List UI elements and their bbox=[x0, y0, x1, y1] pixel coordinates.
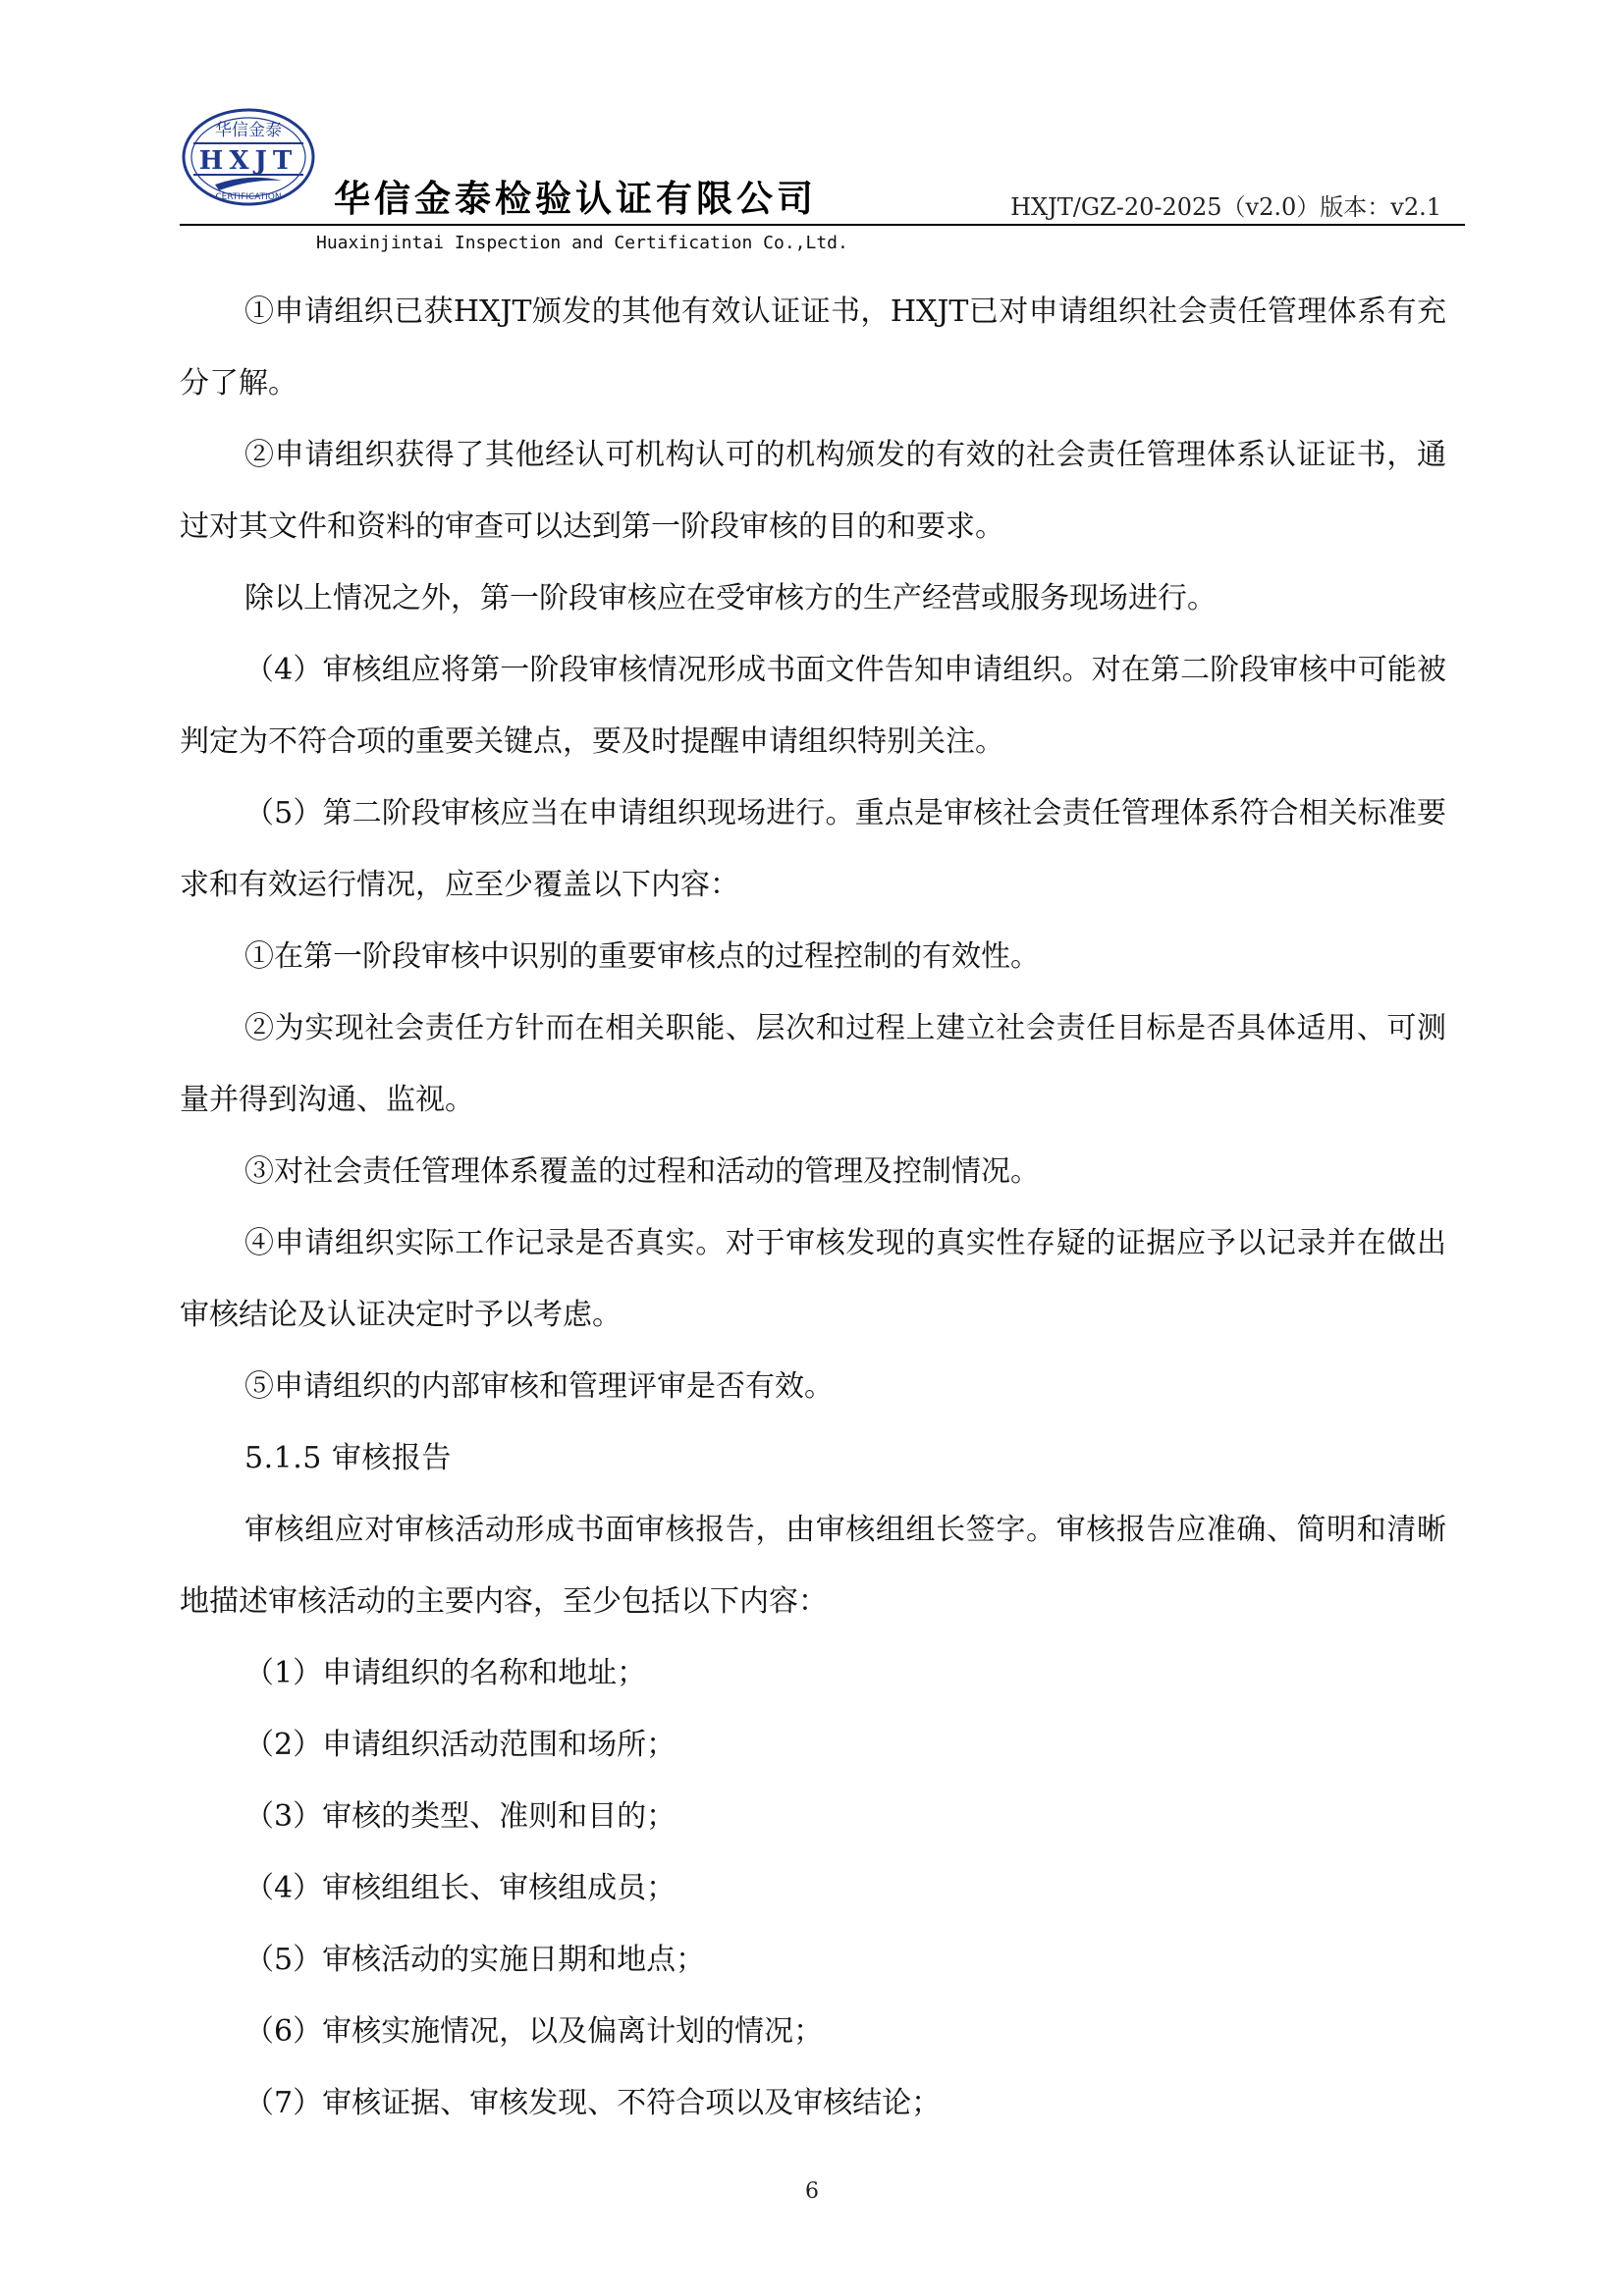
logo-hxjt-text: HXJT bbox=[198, 146, 298, 176]
paragraph: ⑤申请组织的内部审核和管理评审是否有效。 bbox=[244, 1369, 834, 1404]
paragraph: ②申请组织获得了其他经认可机构认可的机构颁发的有效的社会责任管理体系认证证书，通过对其文件和资料的审查可以达到第一阶段审核的目的和要求。 bbox=[180, 438, 1446, 544]
paragraph: 审核组应对审核活动形成书面审核报告，由审核组组长签字。审核报告应准确、简明和清晰地描述审核活动的主要内容，至少包括以下内容： bbox=[180, 1513, 1446, 1619]
section-heading: 5.1.5 审核报告 bbox=[244, 1441, 452, 1475]
page-number: 6 bbox=[805, 2179, 819, 2204]
logo-chinese-text: 华信金泰 bbox=[215, 121, 282, 140]
document-code: HXJT/GZ-20-2025（v2.0）版本：v2.1 bbox=[1010, 193, 1441, 221]
paragraph: ①申请组织已获HXJT颁发的其他有效认证证书，HXJT已对申请组织社会责任管理体系有充分了解。 bbox=[180, 294, 1446, 400]
company-name-english: Huaxinjintai Inspection and Certification Co.,Ltd. bbox=[316, 233, 848, 253]
paragraph: （5）第二阶段审核应当在申请组织现场进行。重点是审核社会责任管理体系符合相关标准要求和有效运行情况，应至少覆盖以下内容： bbox=[180, 796, 1446, 902]
header-divider bbox=[180, 224, 1465, 226]
paragraph: ①在第一阶段审核中识别的重要审核点的过程控制的有效性。 bbox=[244, 939, 1040, 974]
list-item: （3）审核的类型、准则和目的； bbox=[244, 1799, 677, 1834]
list-item: （4）审核组组长、审核组成员； bbox=[244, 1871, 677, 1905]
list-item: （5）审核活动的实施日期和地点； bbox=[244, 1943, 706, 1977]
logo-certification-text: CERTIFICATION bbox=[215, 192, 282, 202]
company-name: 华信金泰检验认证有限公司 bbox=[334, 178, 817, 220]
paragraph: （4）审核组应将第一阶段审核情况形成书面文件告知申请组织。对在第二阶段审核中可能被判定为不符合项的重要关键点，要及时提醒申请组织特别关注。 bbox=[180, 653, 1446, 759]
list-item: （1）申请组织的名称和地址； bbox=[244, 1656, 647, 1690]
company-logo bbox=[180, 106, 317, 208]
paragraph: ②为实现社会责任方针而在相关职能、层次和过程上建立社会责任目标是否具体适用、可测量并得到沟通、监视。 bbox=[180, 1011, 1446, 1117]
paragraph: ③对社会责任管理体系覆盖的过程和活动的管理及控制情况。 bbox=[244, 1154, 1040, 1189]
document-body bbox=[180, 276, 1446, 2139]
list-item: （6）审核实施情况，以及偏离计划的情况； bbox=[244, 2014, 824, 2049]
paragraph: ④申请组织实际工作记录是否真实。对于审核发现的真实性存疑的证据应予以记录并在做出审核结论及认证决定时予以考虑。 bbox=[180, 1226, 1446, 1332]
list-item: （2）申请组织活动范围和场所； bbox=[244, 1728, 677, 1762]
paragraph: 除以上情况之外，第一阶段审核应在受审核方的生产经营或服务现场进行。 bbox=[244, 581, 1217, 615]
list-item: （7）审核证据、审核发现、不符合项以及审核结论； bbox=[244, 2086, 942, 2120]
